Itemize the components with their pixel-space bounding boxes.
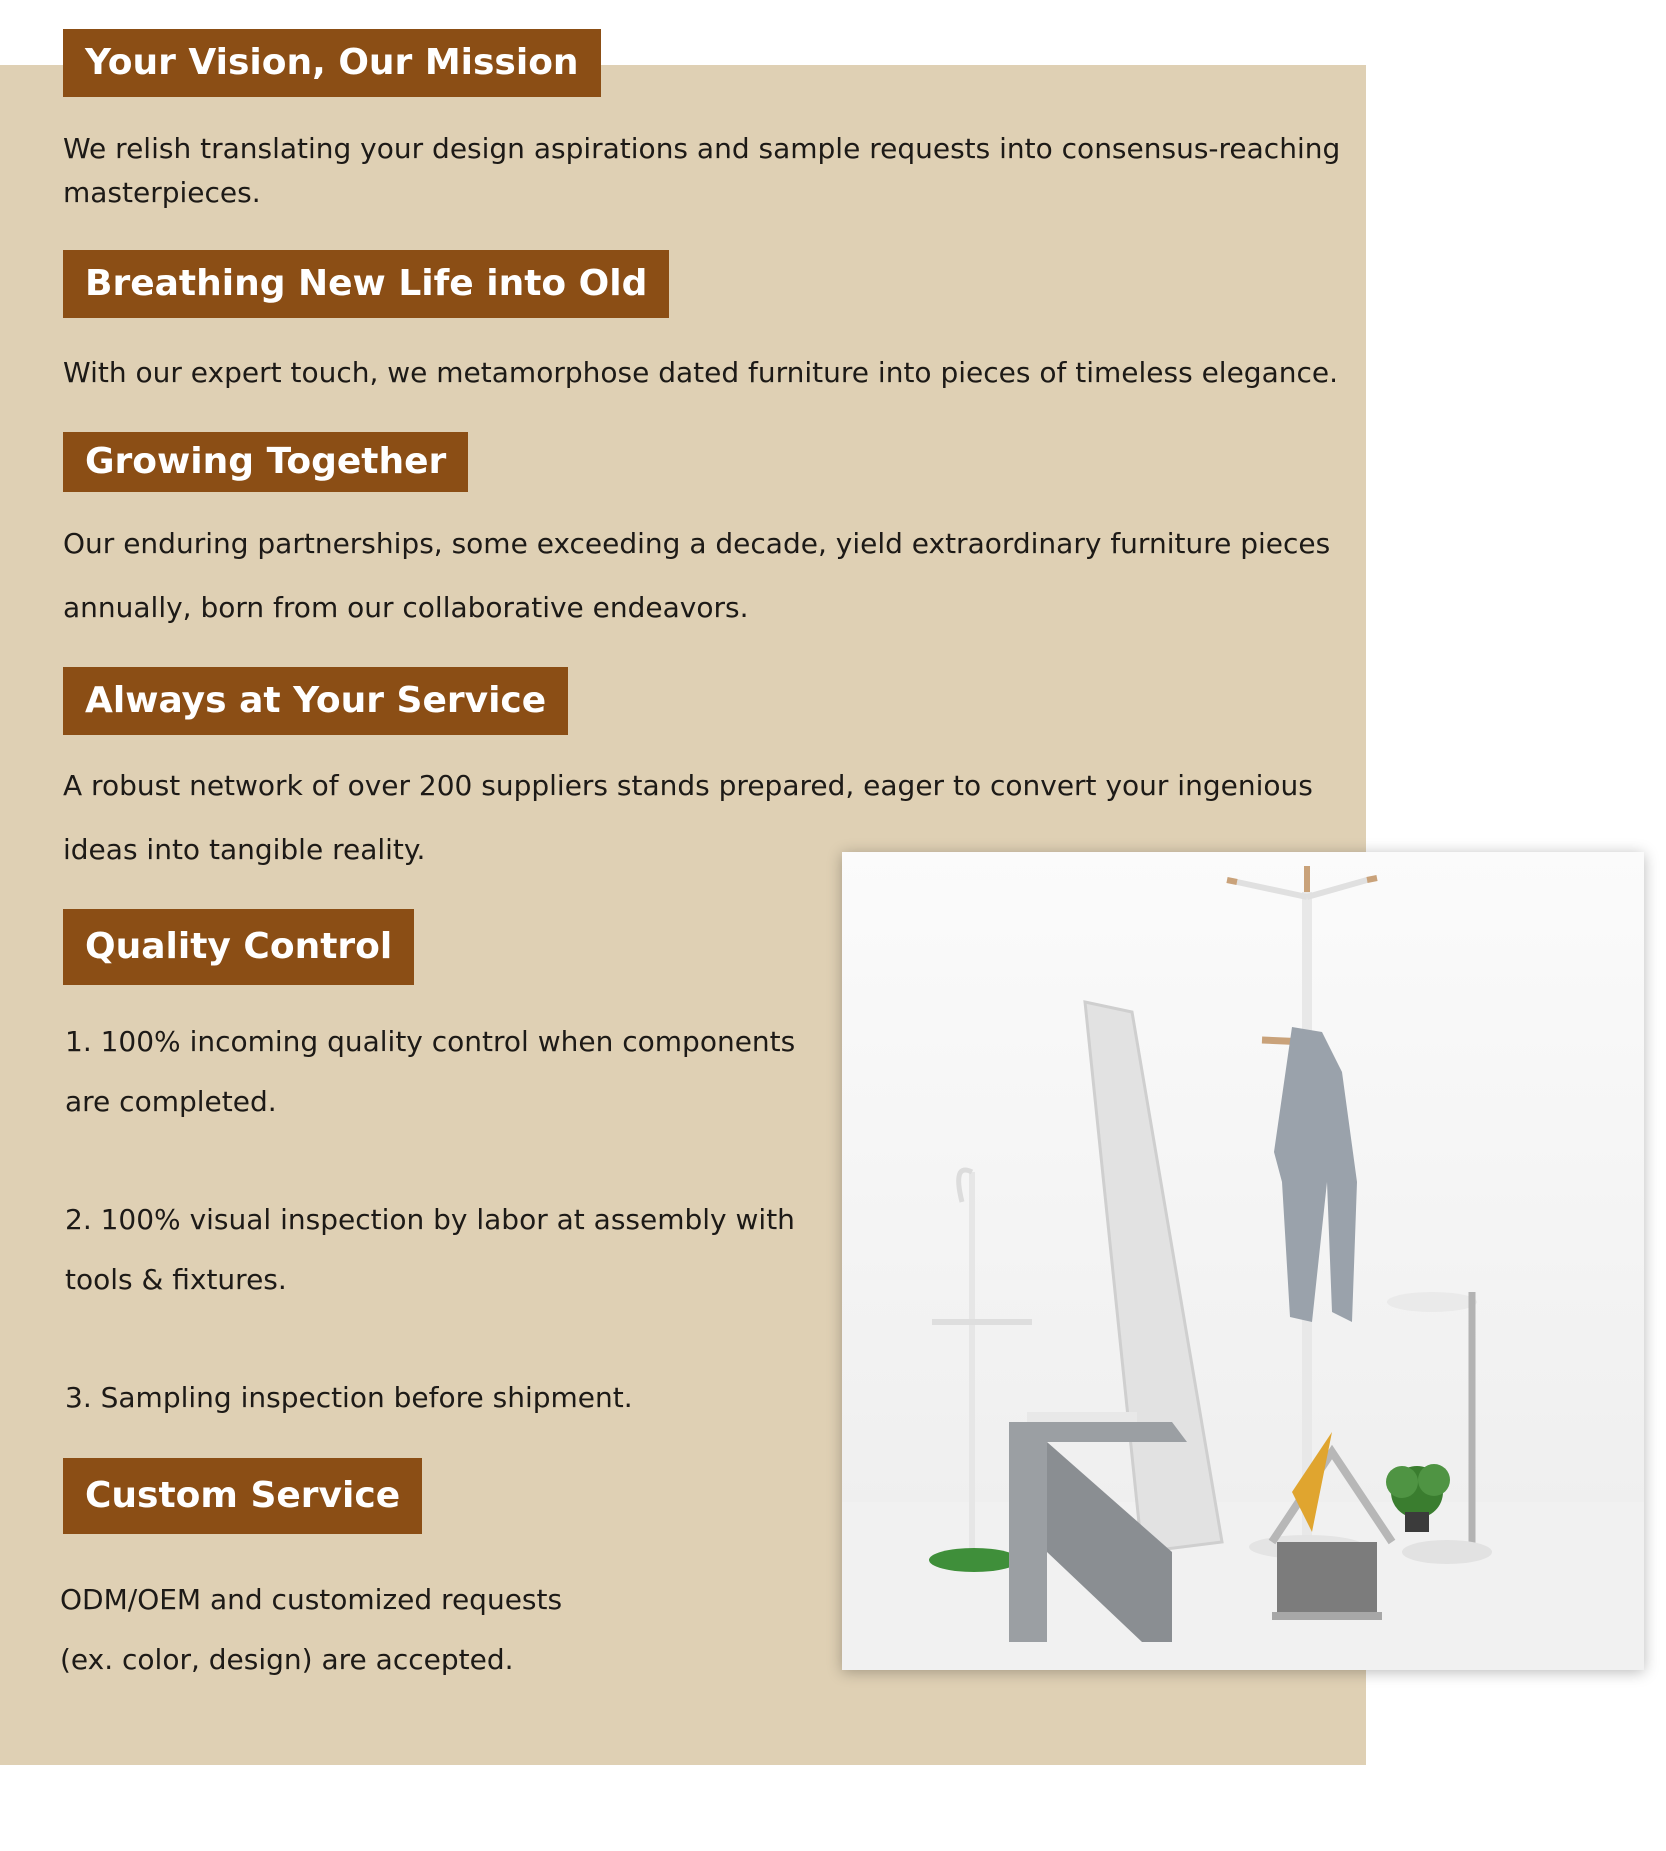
quality-item-1: 1. 100% incoming quality control when components are completed. — [65, 1025, 796, 1118]
furniture-photo — [842, 852, 1644, 1670]
heading-breathing-new-life: Breathing New Life into Old — [63, 250, 669, 318]
text-breathing-new-life: With our expert touch, we metamorphose dated furniture into pieces of timeless elegance. — [63, 356, 1338, 389]
quality-control-list — [65, 1012, 825, 1428]
quality-item-3: 3. Sampling inspection before shipment. — [65, 1381, 633, 1414]
text-always-at-service: A robust network of over 200 suppliers stands prepared, eager to convert your ingenious ideas into tangible reality. — [63, 769, 1313, 866]
heading-growing-together: Growing Together — [63, 432, 468, 492]
heading-custom-service: Custom Service — [63, 1458, 422, 1534]
text-growing-together: Our enduring partnerships, some exceeding a decade, yield extraordinary furniture pieces annually, born from our collaborative endeavors. — [63, 527, 1331, 624]
heading-always-at-service: Always at Your Service — [63, 667, 568, 735]
text-custom-service: ODM/OEM and customized requests (ex. color, design) are accepted. — [60, 1583, 563, 1676]
heading-quality-control: Quality Control — [63, 909, 414, 985]
text-vision-mission: We relish translating your design aspirations and sample requests into consensus-reaching masterpieces. — [63, 132, 1341, 209]
heading-vision-mission: Your Vision, Our Mission — [63, 29, 601, 97]
quality-item-2: 2. 100% visual inspection by labor at assembly with tools & fixtures. — [65, 1203, 795, 1296]
